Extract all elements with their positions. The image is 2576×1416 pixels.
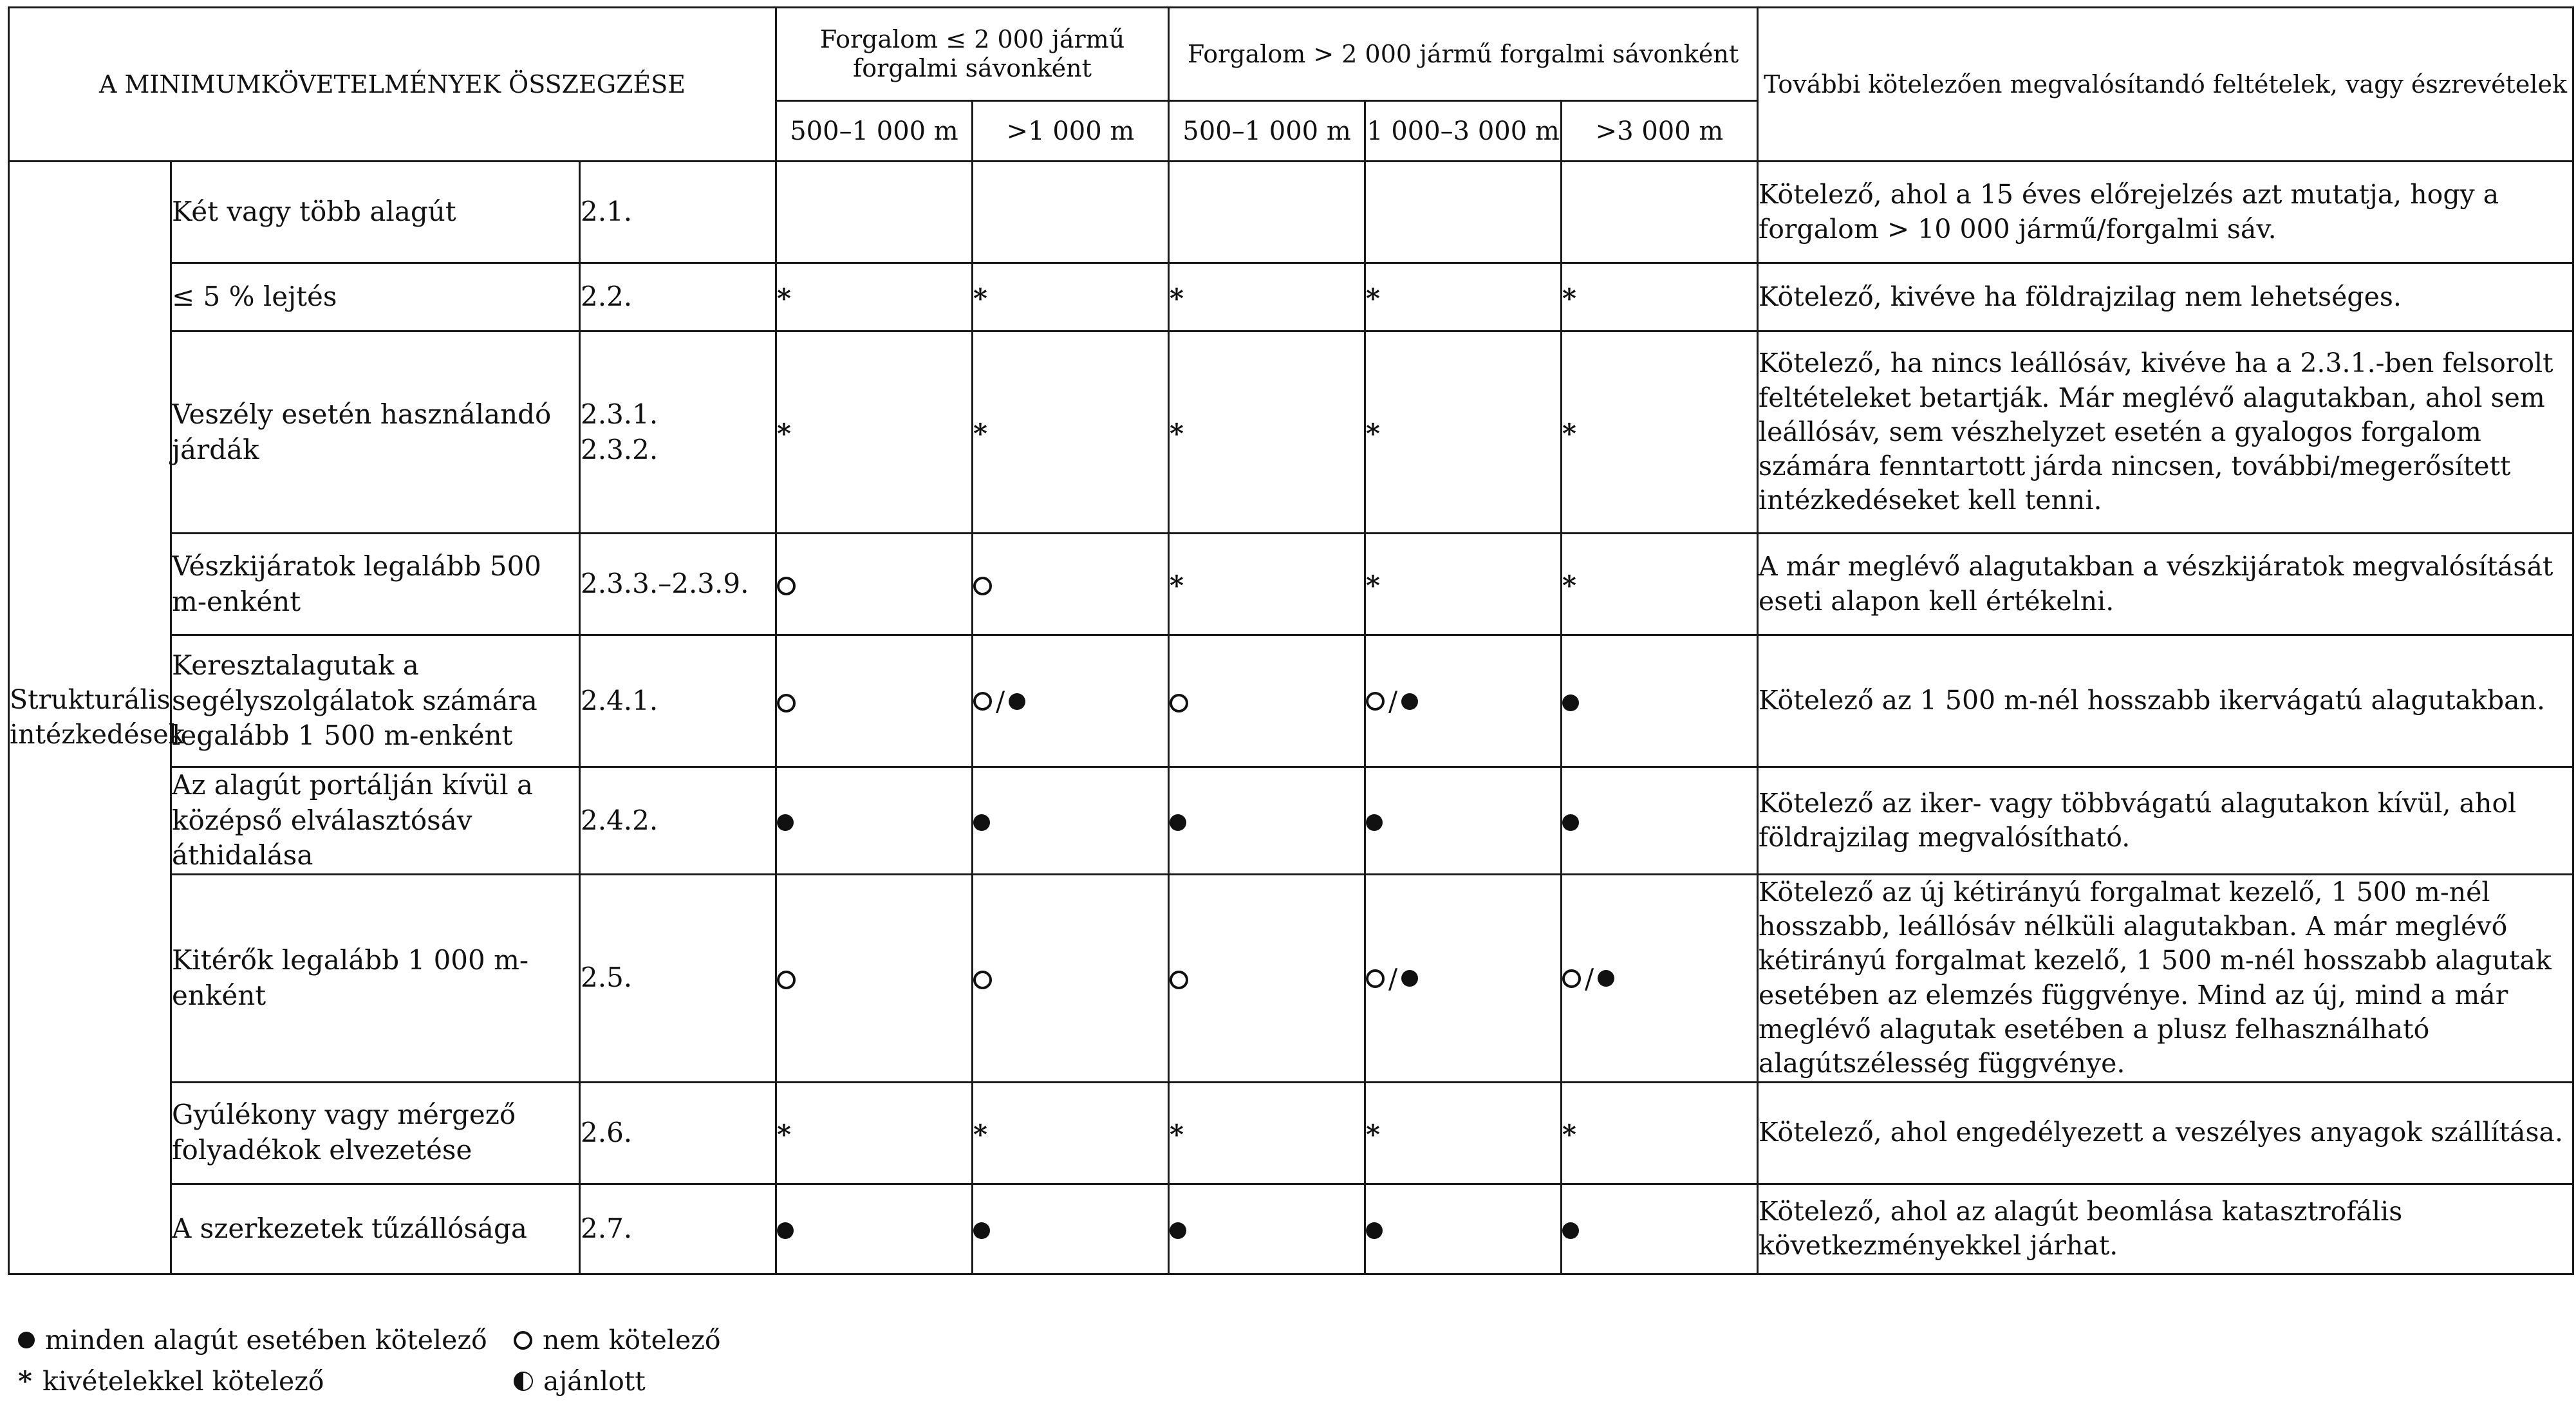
section-ref: 2.3.2. (581, 433, 658, 465)
criterion-cell: Gyúlékony vagy mérgező folyadékok elvezetése (171, 1082, 580, 1184)
asterisk-icon: * (1562, 418, 1576, 449)
filled-circle-icon (1401, 693, 1418, 710)
asterisk-icon: * (973, 283, 987, 314)
asterisk-icon: * (973, 1118, 987, 1150)
legend-label: kivételekkel kötelező (42, 1366, 324, 1397)
group-high-traffic: Forgalom > 2 000 jármű forgalmi sávonként (1169, 8, 1758, 101)
criterion-cell: ≤ 5 % lejtés (171, 263, 580, 331)
summary-title: A MINIMUMKÖVETELMÉNYEK ÖSSZEGZÉSE (9, 8, 776, 162)
legend-item-filled (18, 1325, 487, 1355)
filled-circle-icon (777, 814, 794, 831)
requirement-mark-cell (776, 1184, 973, 1274)
note-cell: A már meglévő alagutakban a vészkijáratok megvalósítását eseti alapon kell értékelni. (1758, 534, 2573, 635)
filled-circle-icon (18, 1332, 35, 1348)
open-circle-icon (1366, 969, 1385, 988)
length-header: 500–1 000 m (776, 101, 973, 162)
length-header: >3 000 m (1562, 101, 1758, 162)
criterion-cell: Az alagút portálján kívül a középső elválasztósáv áthidalása (171, 767, 580, 875)
filled-circle-icon (1562, 814, 1579, 831)
group-low-traffic: Forgalom ≤ 2 000 jármű forgalmi sávonként (776, 8, 1169, 101)
asterisk-icon: * (1170, 1118, 1184, 1150)
requirement-mark-cell (973, 874, 1169, 1082)
table-row (9, 635, 2573, 767)
criterion-cell: Veszély esetén használandó járdák (171, 331, 580, 534)
asterisk-icon: * (1562, 570, 1576, 601)
requirement-mark-cell (1562, 1184, 1758, 1274)
table-row (9, 162, 2573, 263)
criterion-cell: Kitérők legalább 1 000 m-enként (171, 874, 580, 1082)
filled-circle-icon (973, 1222, 990, 1239)
requirement-mark-cell (1562, 874, 1758, 1082)
section-ref: 2.3.3.–2.3.9. (581, 568, 749, 600)
section-ref: 2.1. (581, 196, 633, 228)
criterion-cell: A szerkezetek tűzállósága (171, 1184, 580, 1274)
requirement-mark-cell (1169, 767, 1365, 875)
requirement-mark-cell (1169, 263, 1365, 331)
filled-circle-icon (1170, 1222, 1186, 1239)
half-circle-icon (514, 1372, 533, 1391)
note-cell: Kötelező, kivéve ha földrajzilag nem lehetséges. (1758, 263, 2573, 331)
requirement-mark-cell (1169, 534, 1365, 635)
requirement-mark-cell (1562, 1082, 1758, 1184)
open-circle-icon (1170, 971, 1188, 989)
asterisk-icon: * (1562, 1118, 1576, 1150)
slash-separator: / (1388, 962, 1398, 994)
requirement-mark-cell (1169, 331, 1365, 534)
open-circle-icon (514, 1331, 532, 1350)
section-ref: 2.3.1. (581, 398, 658, 430)
note-cell: Kötelező az 1 500 m-nél hosszabb ikervágatú alagutakban. (1758, 635, 2573, 767)
criterion-cell: Két vagy több alagút (171, 162, 580, 263)
asterisk-icon: * (777, 418, 791, 449)
asterisk-icon: * (777, 283, 791, 314)
legend (18, 1325, 790, 1408)
table-row (9, 1184, 2573, 1274)
table-row (9, 1082, 2573, 1184)
asterisk-icon: * (1366, 570, 1380, 601)
requirement-mark-cell (1169, 1184, 1365, 1274)
requirement-mark-cell (1365, 331, 1562, 534)
requirement-mark-cell (1562, 635, 1758, 767)
section-ref: 2.7. (581, 1212, 633, 1244)
open-circle-icon (777, 694, 796, 713)
table-row (9, 534, 2573, 635)
filled-circle-icon (973, 814, 990, 831)
requirement-mark-cell (1562, 534, 1758, 635)
slash-separator: / (1585, 962, 1594, 994)
requirement-mark-cell (1169, 635, 1365, 767)
requirement-mark-cell (776, 1082, 973, 1184)
filled-circle-icon (1401, 970, 1418, 987)
note-cell: Kötelező, ahol az alagút beomlása katasztrofális következményekkel járhat. (1758, 1184, 2573, 1274)
open-circle-icon (777, 971, 796, 989)
requirement-mark-cell (1562, 162, 1758, 263)
section-cell (580, 331, 776, 534)
note-cell: Kötelező az új kétirányú forgalmat kezelő, 1 500 m-nél hosszabb, leállósáv nélküli alagutakban. A már meglévő kétirányú forgalmat kezelő, 1 500 m-nél hosszabb alagutak esetében az elemzés függvénye. Mind az új, mind a már meglévő alagutak esetében a plusz felhasználható alagútszélesség függvénye. (1758, 874, 2573, 1082)
open-circle-icon (1366, 692, 1385, 711)
requirement-mark-cell (973, 635, 1169, 767)
requirement-mark-cell (1365, 1082, 1562, 1184)
legend-label: ajánlott (543, 1366, 646, 1397)
requirement-mark-cell (776, 162, 973, 263)
requirement-mark-cell (776, 635, 973, 767)
requirements-table (8, 6, 2574, 1275)
section-cell (580, 534, 776, 635)
requirement-mark-cell (776, 534, 973, 635)
requirement-mark-cell (1562, 263, 1758, 331)
requirement-mark-cell (1365, 263, 1562, 331)
open-circle-icon (973, 971, 992, 989)
requirement-mark-cell (776, 874, 973, 1082)
filled-circle-icon (777, 1222, 794, 1239)
open-circle-icon (973, 577, 992, 595)
section-cell (580, 874, 776, 1082)
asterisk-icon: * (1366, 1118, 1380, 1150)
section-ref: 2.2. (581, 281, 633, 313)
requirement-mark-cell (1562, 767, 1758, 875)
asterisk-icon: * (1170, 283, 1184, 314)
slash-separator: / (1388, 685, 1398, 718)
filled-circle-icon (1562, 1222, 1579, 1239)
legend-label: nem kötelező (543, 1325, 721, 1355)
requirement-mark-cell (1365, 1184, 1562, 1274)
section-cell (580, 767, 776, 875)
requirement-mark-cell (973, 1082, 1169, 1184)
note-cell: Kötelező az iker- vagy többvágatú alagutakon kívül, ahol földrajzilag megvalósítható. (1758, 767, 2573, 875)
section-ref: 2.4.2. (581, 804, 658, 836)
requirement-mark-cell (1365, 635, 1562, 767)
criterion-cell: Keresztalagutak a segélyszolgálatok számára legalább 1 500 m-enként (171, 635, 580, 767)
note-cell: Kötelező, ahol engedélyezett a veszélyes anyagok szállítása. (1758, 1082, 2573, 1184)
requirement-mark-cell (973, 263, 1169, 331)
section-ref: 2.6. (581, 1116, 633, 1148)
requirement-mark-cell (1365, 162, 1562, 263)
legend-label: minden alagút esetében kötelező (45, 1325, 487, 1355)
asterisk-icon: * (1366, 418, 1380, 449)
section-cell (580, 1184, 776, 1274)
note-cell: Kötelező, ha nincs leállósáv, kivéve ha a 2.3.1.-ben felsorolt feltételeket betartják. Már meglévő alagutakban, ahol sem leállósáv, sem vészhelyzet esetén a gyalogos forgalom számára fenntartott járda nincsen, további/megerősített intézkedéseket kell tenni. (1758, 331, 2573, 534)
requirement-mark-cell (973, 1184, 1169, 1274)
requirement-mark-cell (776, 767, 973, 875)
requirement-mark-cell (973, 767, 1169, 875)
section-cell (580, 635, 776, 767)
requirement-mark-cell (973, 331, 1169, 534)
open-circle-icon (973, 692, 992, 711)
category-label: Strukturális intézkedések (9, 162, 171, 1274)
filled-circle-icon (1366, 814, 1383, 831)
legend-item-half (514, 1366, 646, 1397)
table-row (9, 263, 2573, 331)
requirement-mark-cell (1365, 874, 1562, 1082)
section-cell (580, 1082, 776, 1184)
requirement-mark-cell (776, 263, 973, 331)
table-body (9, 162, 2573, 1274)
criterion-cell: Vészkijáratok legalább 500 m-enként (171, 534, 580, 635)
table-row (9, 331, 2573, 534)
section-ref: 2.5. (581, 962, 633, 994)
requirement-mark-cell (1169, 162, 1365, 263)
section-cell (580, 263, 776, 331)
filled-circle-icon (1562, 694, 1579, 711)
table-row (9, 874, 2573, 1082)
requirement-mark-cell (1169, 874, 1365, 1082)
slash-separator: / (996, 685, 1005, 718)
note-cell: Kötelező, ahol a 15 éves előrejelzés azt mutatja, hogy a forgalom > 10 000 jármű/forgalmi sáv. (1758, 162, 2573, 263)
filled-circle-icon (1366, 1222, 1383, 1239)
filled-circle-icon (1170, 814, 1186, 831)
notes-title: További kötelezően megvalósítandó feltételek, vagy észrevételek (1758, 8, 2573, 162)
requirement-mark-cell (1365, 534, 1562, 635)
filled-circle-icon (1009, 693, 1025, 710)
section-cell (580, 162, 776, 263)
legend-item-asterisk (18, 1366, 324, 1397)
open-circle-icon (777, 577, 796, 595)
requirement-mark-cell (1562, 331, 1758, 534)
legend-item-open (514, 1325, 721, 1355)
length-header: >1 000 m (973, 101, 1169, 162)
requirement-mark-cell (776, 331, 973, 534)
asterisk-icon: * (1170, 418, 1184, 449)
table-row (9, 767, 2573, 875)
asterisk-icon: * (1170, 570, 1184, 601)
asterisk-icon: * (1366, 283, 1380, 314)
length-header: 500–1 000 m (1169, 101, 1365, 162)
requirement-mark-cell (1365, 767, 1562, 875)
requirement-mark-cell (973, 162, 1169, 263)
asterisk-icon: * (777, 1118, 791, 1150)
requirement-mark-cell (1169, 1082, 1365, 1184)
asterisk-icon: * (1562, 283, 1576, 314)
section-ref: 2.4.1. (581, 684, 658, 716)
requirement-mark-cell (973, 534, 1169, 635)
filled-circle-icon (1598, 970, 1614, 987)
open-circle-icon (1562, 969, 1581, 988)
open-circle-icon (1170, 694, 1188, 713)
asterisk-icon: * (18, 1365, 32, 1397)
length-header: 1 000–3 000 m (1365, 101, 1562, 162)
asterisk-icon: * (973, 418, 987, 449)
